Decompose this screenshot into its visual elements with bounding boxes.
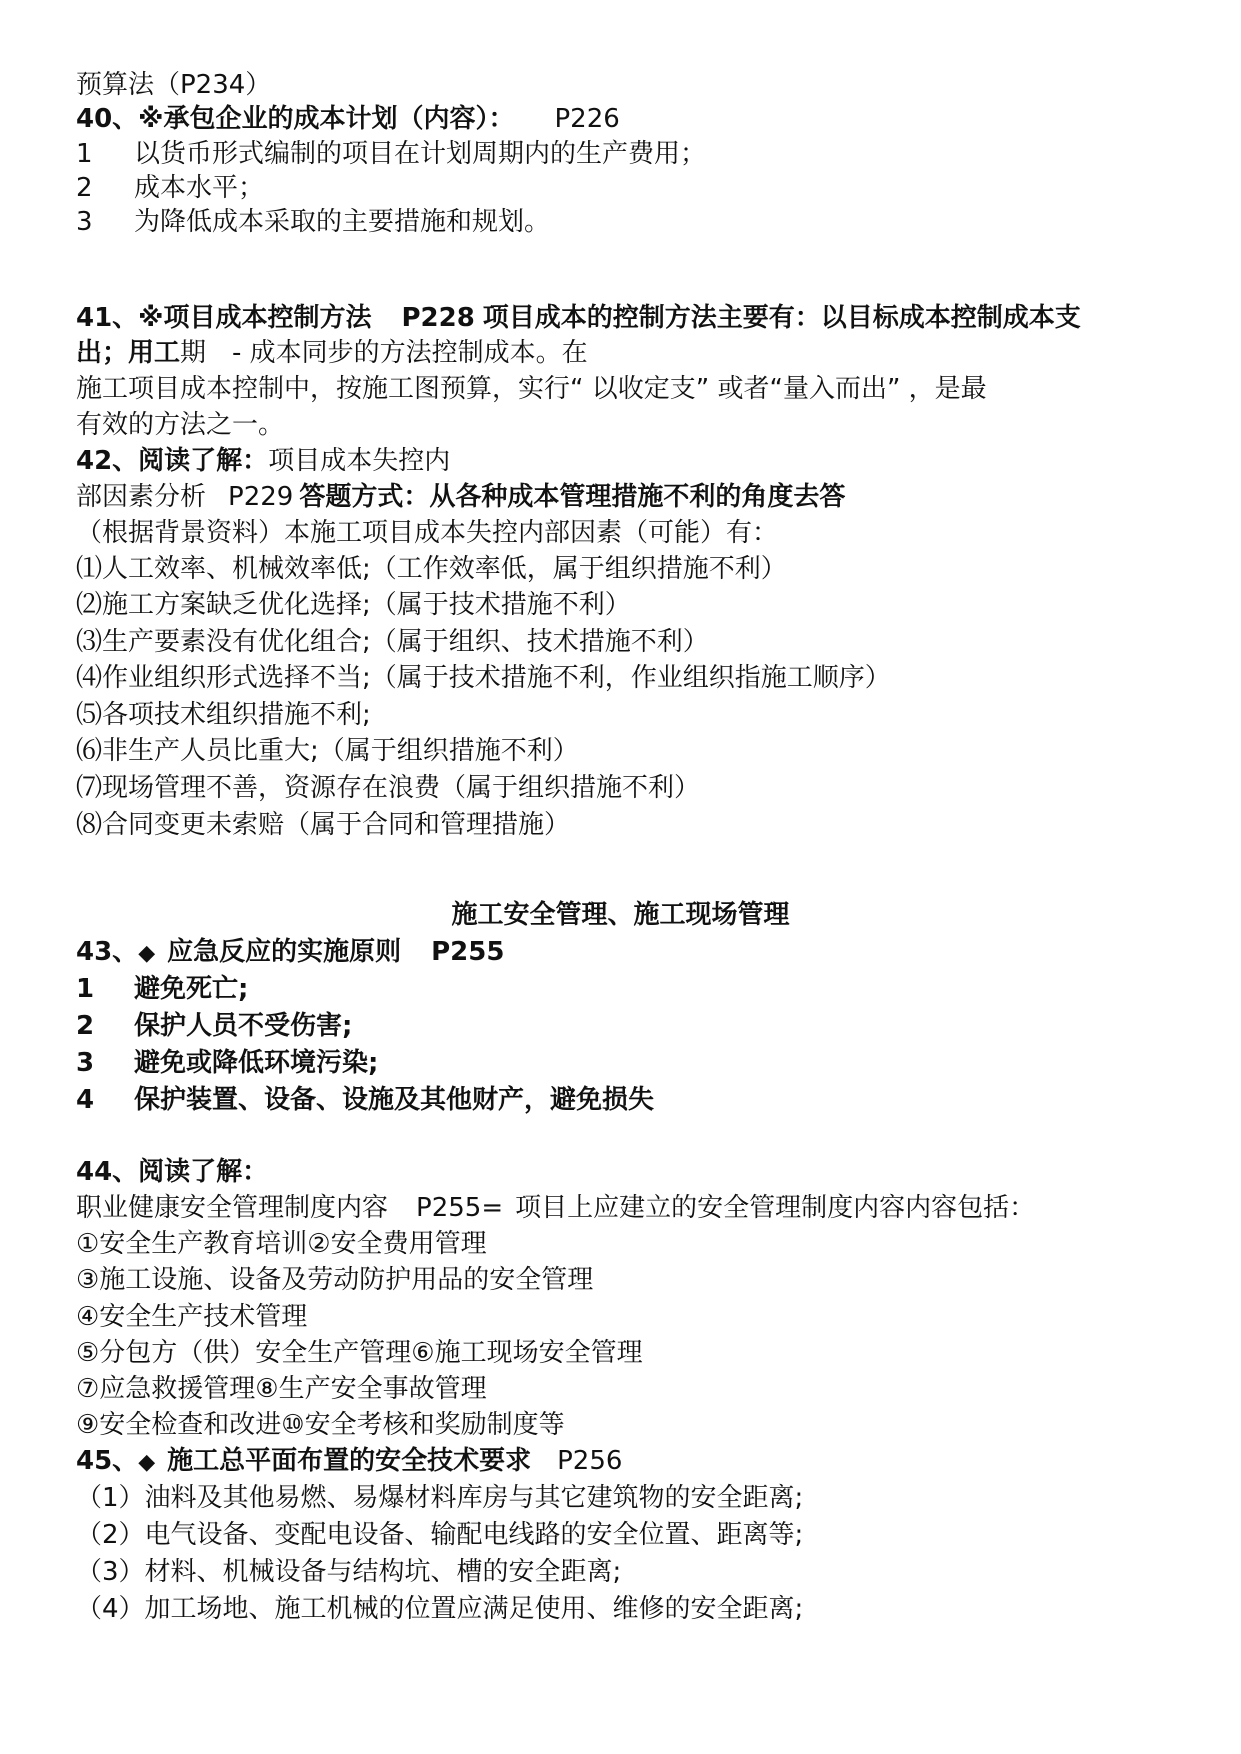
list-item xyxy=(76,627,709,657)
item-number: 4 xyxy=(76,1085,95,1115)
line-text: 预算法（P234） xyxy=(76,70,272,100)
item-number: 2 xyxy=(76,1011,95,1041)
text-line xyxy=(76,1193,1035,1223)
item-text: ⑸各项技术组织措施不利; xyxy=(76,700,371,730)
section-title: 施工安全管理、施工现场管理 xyxy=(451,900,790,930)
line-text: 有效的方法之一。 xyxy=(76,410,285,440)
item-text: ⑺现场管理不善，资源存在浪费（属于组织措施不利） xyxy=(76,773,701,803)
section-42-heading xyxy=(76,446,450,476)
list-item xyxy=(76,1410,565,1440)
line-text: 施工项目成本控制中，按施工图预算，实行“ 以收定支” 或者“量入而出” ，是最 xyxy=(76,374,987,404)
item-number: 1 xyxy=(76,974,95,1004)
diamond-icon: ◆ xyxy=(138,1450,156,1475)
item-text: ⑶生产要素没有优化组合;（属于组织、技术措施不利） xyxy=(76,627,709,657)
bold-text: 出；用工 xyxy=(76,338,181,368)
list-item xyxy=(76,554,787,584)
section-44-heading xyxy=(76,1157,268,1187)
line-text: 职业健康安全管理制度内容 xyxy=(76,1193,389,1223)
heading-number: 45、 xyxy=(76,1446,139,1476)
diamond-icon: ◆ xyxy=(138,941,156,966)
section-40-heading xyxy=(76,104,620,134)
page-ref: P256 xyxy=(557,1446,623,1476)
heading-number: 43、 xyxy=(76,937,139,967)
list-item xyxy=(76,1229,487,1259)
list-item xyxy=(76,1265,593,1295)
section-45-heading xyxy=(76,1446,622,1478)
list-item xyxy=(76,1338,643,1368)
list-item xyxy=(76,1557,621,1587)
list-item xyxy=(76,173,264,203)
item-text: ⑹非生产人员比重大;（属于组织措施不利） xyxy=(76,736,579,766)
text-line xyxy=(76,338,588,368)
list-item xyxy=(76,139,706,169)
text-line xyxy=(76,410,284,440)
list-item xyxy=(76,1520,803,1550)
item-number: 1 xyxy=(76,139,93,169)
item-text: （2）电气设备、变配电设备、输配电线路的安全位置、距离等; xyxy=(76,1520,804,1550)
item-text: 保护装置、设备、设施及其他财产，避免损失 xyxy=(134,1085,655,1115)
heading-text: 40、※承包企业的成本计划（内容）： xyxy=(76,104,515,134)
list-item xyxy=(76,590,631,620)
section-43-heading xyxy=(76,937,504,969)
item-text: ⑵施工方案缺乏优化选择;（属于技术措施不利） xyxy=(76,590,631,620)
item-text: 避免或降低环境污染; xyxy=(134,1048,379,1078)
heading-text: 41、※项目成本控制方法 xyxy=(76,303,372,333)
item-text: ⑷作业组织形式选择不当;（属于技术措施不利，作业组织指施工顺序） xyxy=(76,663,891,693)
section-41-heading xyxy=(76,303,1081,333)
list-item xyxy=(76,773,700,803)
list-item xyxy=(76,207,550,237)
list-item xyxy=(76,1483,803,1513)
line-text: （根据背景资料）本施工项目成本失控内部因素（可能）有： xyxy=(76,518,779,548)
page-ref: P229 xyxy=(228,482,294,512)
page-ref: P226 xyxy=(554,104,620,134)
list-item xyxy=(76,974,248,1004)
item-number: 3 xyxy=(76,1048,95,1078)
list-item xyxy=(76,663,891,693)
item-text: ⑴人工效率、机械效率低;（工作效率低，属于组织措施不利） xyxy=(76,554,787,584)
heading-text: 42、阅读了解： xyxy=(76,446,269,476)
item-text: （1）油料及其他易燃、易爆材料库房与其它建筑物的安全距离; xyxy=(76,1483,804,1513)
list-item xyxy=(76,1374,487,1404)
item-text: ④安全生产技术管理 xyxy=(76,1302,308,1332)
item-text: 避免死亡; xyxy=(134,974,249,1004)
item-text: ⑻合同变更未索赔（属于合同和管理措施） xyxy=(76,810,571,840)
heading-text: 应急反应的实施原则 xyxy=(167,937,402,967)
item-text: ①安全生产教育培训②安全费用管理 xyxy=(76,1229,487,1259)
item-text: ③施工设施、设备及劳动防护用品的安全管理 xyxy=(76,1265,594,1295)
heading-text: 44、阅读了解： xyxy=(76,1157,269,1187)
text-line xyxy=(76,374,987,404)
text-line xyxy=(76,70,271,100)
item-text: ⑤分包方（供）安全生产管理⑥施工现场安全管理 xyxy=(76,1338,643,1368)
line-text: 项目上应建立的安全管理制度内容内容包括： xyxy=(515,1193,1036,1223)
item-text: 成本水平； xyxy=(134,173,265,203)
line-text: 部因素分析 xyxy=(76,482,207,512)
item-text: （3）材料、机械设备与结构坑、槽的安全距离; xyxy=(76,1557,622,1587)
bold-text: 答题方式：从各种成本管理措施不利的角度去答 xyxy=(299,482,846,512)
list-item xyxy=(76,1302,307,1332)
item-text: （4）加工场地、施工机械的位置应满足使用、维修的安全距离; xyxy=(76,1594,804,1624)
item-number: 3 xyxy=(76,207,93,237)
item-text: ⑦应急救援管理⑧生产安全事故管理 xyxy=(76,1374,487,1404)
item-text: 为降低成本采取的主要措施和规划。 xyxy=(134,207,551,237)
list-item xyxy=(76,1085,654,1115)
item-number: 2 xyxy=(76,173,93,203)
list-item xyxy=(76,700,371,730)
page-ref: P255 xyxy=(431,937,505,967)
text-line xyxy=(76,482,845,512)
page-ref: P228 xyxy=(401,303,475,333)
item-text: ⑨安全检查和改进⑩安全考核和奖励制度等 xyxy=(76,1410,565,1440)
line-text: 项目成本失控内 xyxy=(268,446,451,476)
heading-text: 施工总平面布置的安全技术要求 xyxy=(167,1446,532,1476)
list-item xyxy=(76,1048,378,1078)
line-text: 期 - 成本同步的方法控制成本。在 xyxy=(180,338,588,368)
text-line xyxy=(76,518,778,548)
list-item xyxy=(76,736,579,766)
item-text: 保护人员不受伤害; xyxy=(134,1011,353,1041)
list-item xyxy=(76,1594,803,1624)
page-ref: P255= xyxy=(416,1193,504,1223)
heading-rest: 项目成本的控制方法主要有：以目标成本控制成本支 xyxy=(482,303,1081,333)
list-item xyxy=(76,1011,352,1041)
list-item xyxy=(76,810,570,840)
item-text: 以货币形式编制的项目在计划周期内的生产费用； xyxy=(134,139,707,169)
